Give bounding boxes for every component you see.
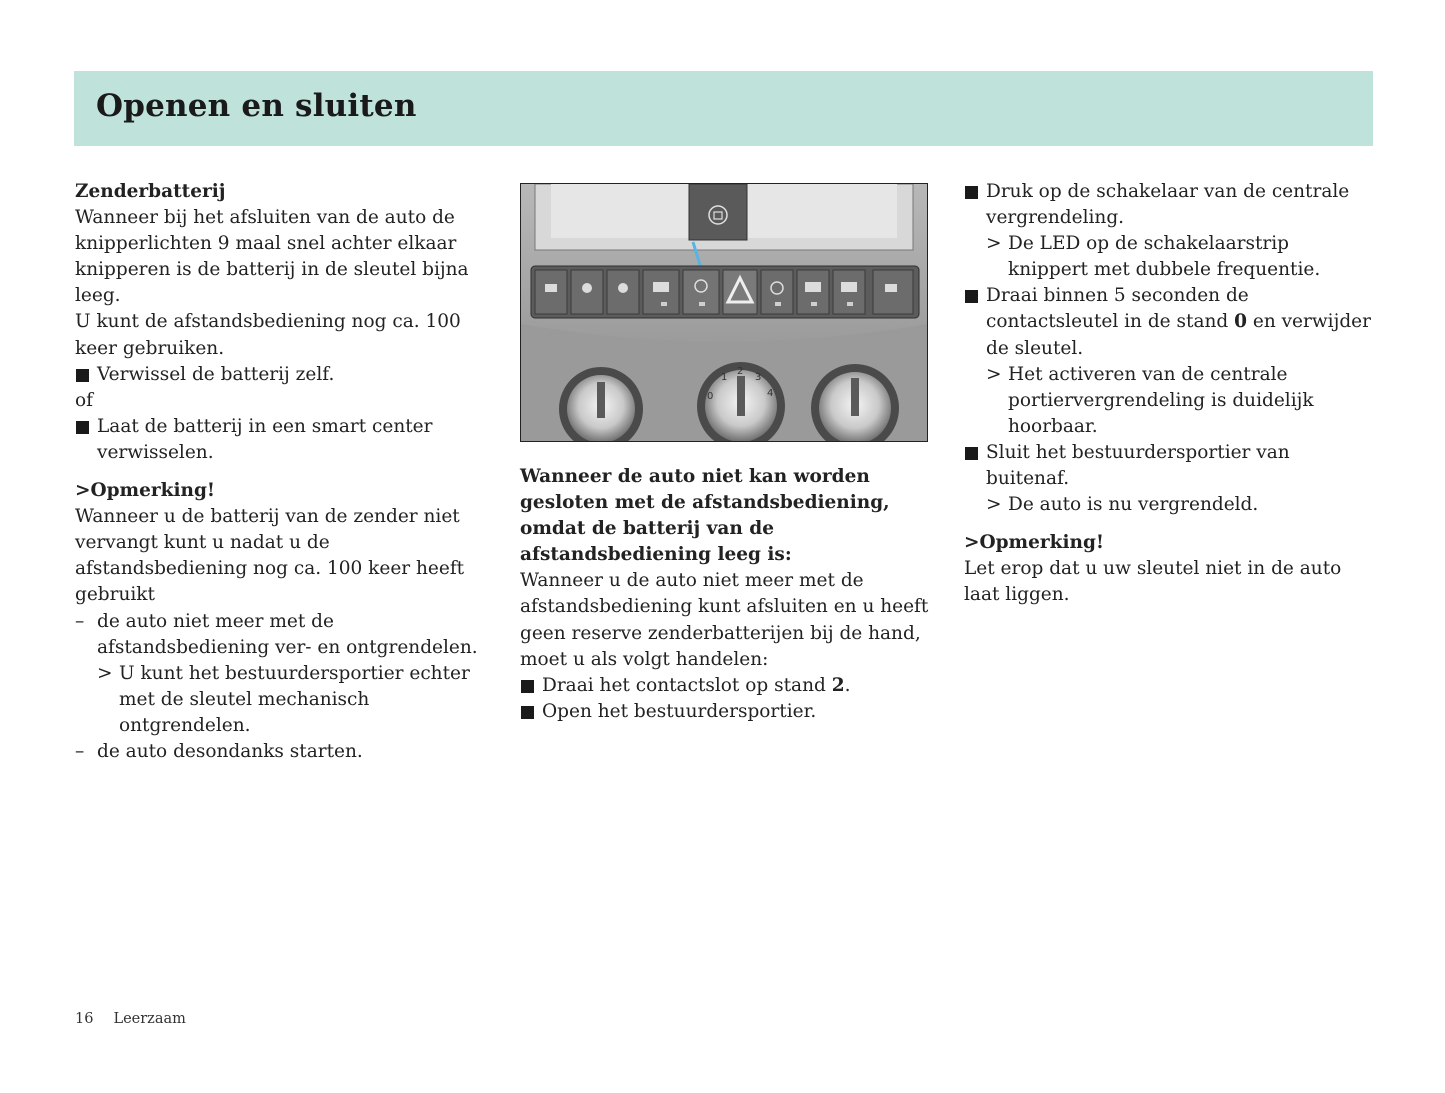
dial-label: 1 — [721, 372, 728, 383]
page-title: Openen en sluiten — [96, 88, 417, 124]
bullet-square-icon — [76, 421, 89, 434]
dash-text: de auto desondanks starten. — [97, 740, 363, 762]
list-item — [520, 699, 930, 725]
sub-text: De LED op de schakelaarstrip knippert met dubbele frequentie. — [1008, 233, 1321, 281]
procedure-paragraph: Wanneer u de auto niet meer met de afstandsbediening kunt afsluiten en u heeft geen reserve zenderbatterijen bij de hand, moet u als volgt handelen: — [520, 570, 929, 670]
sub-text: De auto is nu vergrendeld. — [1008, 494, 1259, 516]
bullet-square-icon — [965, 447, 978, 460]
dash-item — [75, 609, 490, 661]
or-text: of — [75, 389, 93, 411]
list-item — [75, 362, 490, 388]
sub-item — [964, 492, 1374, 518]
bullet-text: Verwissel de batterij zelf. — [97, 363, 335, 385]
dial-label: 0 — [707, 391, 714, 402]
sub-item — [964, 231, 1374, 283]
bullet-text-pre: Draai het contactslot op stand — [542, 674, 832, 696]
column-left — [75, 179, 490, 765]
arrow-marker: > — [986, 363, 1002, 385]
bullet-text-pre: Draai binnen 5 seconden de contactsleutel in de stand — [986, 285, 1249, 333]
column-middle — [520, 464, 930, 725]
list-item — [520, 673, 930, 699]
note-heading: >Opmerking! — [964, 532, 1104, 554]
sub-item — [964, 362, 1374, 440]
page-footer — [75, 1011, 186, 1027]
bullet-text-post: en verwijder de sleutel. — [986, 311, 1371, 359]
dashboard-svg — [521, 184, 927, 441]
arrow-marker: > — [986, 494, 1002, 516]
list-item — [964, 179, 1374, 231]
bullet-text-bold: 2 — [831, 674, 845, 696]
note-heading: >Opmerking! — [75, 480, 215, 502]
bullet-square-icon — [521, 706, 534, 719]
bullet-square-icon — [965, 186, 978, 199]
note-text: Let erop dat u uw sleutel niet in de auto laat liggen. — [964, 558, 1342, 606]
dashboard-illustration — [520, 183, 928, 442]
section-header — [74, 71, 1373, 146]
dash-marker: – — [75, 740, 85, 762]
dial-label: 4 — [767, 388, 774, 399]
bullet-square-icon — [521, 680, 534, 693]
bullet-text: Open het bestuurdersportier. — [542, 700, 817, 722]
dial-label: 3 — [755, 372, 762, 383]
bullet-text: Laat de batterij in een smart center verwisselen. — [97, 415, 433, 463]
bullet-text-bold: 0 — [1234, 311, 1247, 333]
battery-paragraph-1: Wanneer bij het afsluiten van de auto de knipperlichten 9 maal snel achter elkaar knipperen is de batterij in de sleutel bijna leeg. — [75, 207, 469, 307]
battery-heading: Zenderbatterij — [75, 181, 226, 202]
dash-item — [75, 739, 490, 765]
page-number: 16 — [75, 1011, 94, 1027]
list-item — [75, 414, 490, 466]
switch-buttons — [535, 270, 913, 314]
arrow-marker: > — [97, 662, 113, 684]
procedure-heading: Wanneer de auto niet kan worden gesloten met de afstandsbediening, omdat de batterij van de afstandsbediening leeg is: — [520, 466, 890, 566]
column-right — [964, 179, 1374, 609]
bullet-text-post: . — [844, 674, 851, 696]
list-item — [964, 440, 1374, 492]
sub-text: Het activeren van de centrale portiervergrendeling is duidelijk hoorbaar. — [1008, 363, 1314, 437]
dash-text: de auto niet meer met de afstandsbediening ver- en ontgrendelen. — [97, 610, 478, 658]
bullet-square-icon — [76, 369, 89, 382]
lock-switch — [761, 270, 793, 314]
list-item — [964, 283, 1374, 361]
arrow-marker: > — [986, 233, 1002, 255]
bullet-square-icon — [965, 290, 978, 303]
footer-label: Leerzaam — [113, 1011, 186, 1027]
sub-item — [75, 661, 490, 739]
note-text: Wanneer u de batterij van de zender niet vervangt kunt u nadat u de afstandsbediening nog ca. 100 keer heeft gebruikt — [75, 506, 465, 606]
bullet-text: Sluit het bestuurdersportier van buitenaf. — [986, 441, 1290, 490]
dial-label: 2 — [737, 366, 744, 377]
dash-marker: – — [75, 610, 85, 632]
bullet-text: Druk op de schakelaar van de centrale vergrendeling. — [986, 181, 1350, 229]
sub-text: U kunt het bestuurdersportier echter met de sleutel mechanisch ontgrendelen. — [119, 662, 470, 736]
battery-paragraph-2: U kunt de afstandsbediening nog ca. 100 keer gebruiken. — [75, 311, 461, 359]
